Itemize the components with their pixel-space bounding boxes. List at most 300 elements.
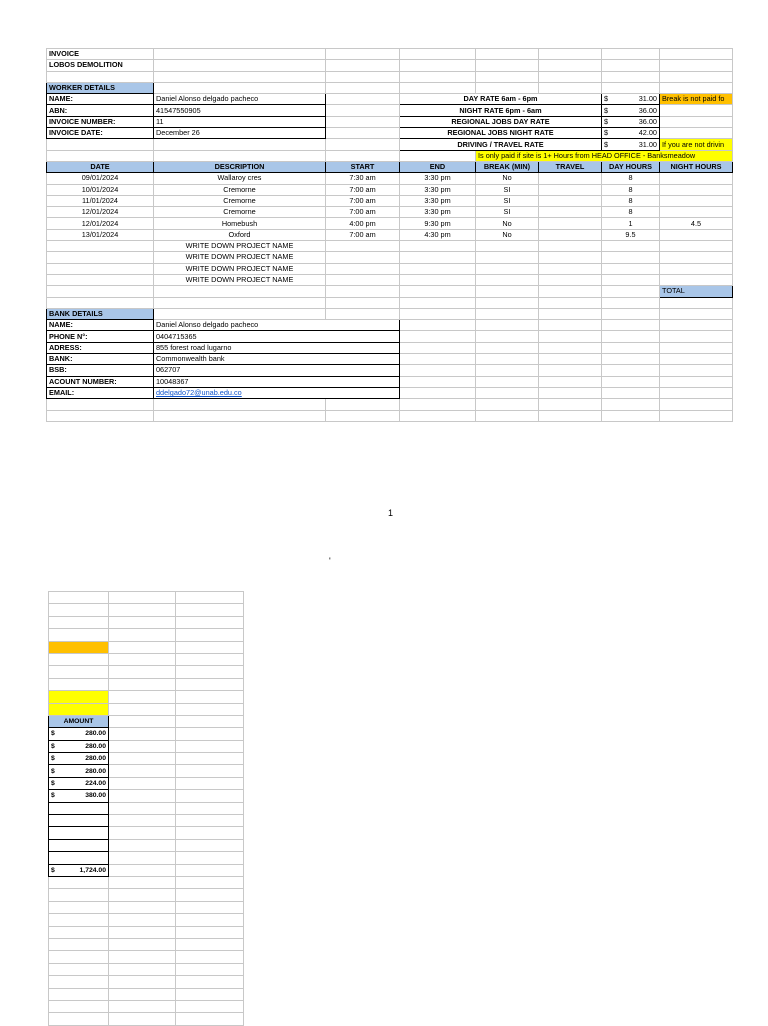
empty-row <box>49 1013 244 1025</box>
empty-cell <box>109 616 176 628</box>
amount-cell <box>49 790 109 802</box>
empty-cell <box>154 82 326 93</box>
amount-row <box>49 790 244 802</box>
rate-amount <box>602 105 660 116</box>
bank-field-row <box>47 376 733 387</box>
empty-cell <box>109 790 176 802</box>
empty-cell <box>154 139 326 150</box>
empty-cell <box>539 286 602 297</box>
table-cell: 3:30 pm <box>400 207 476 218</box>
empty-cell <box>326 308 400 319</box>
empty-cell <box>49 988 109 1000</box>
empty-cell <box>176 790 244 802</box>
bank-field-value: 855 forest road lugarno <box>154 342 400 353</box>
empty-cell <box>109 1013 176 1025</box>
empty-cell <box>154 49 326 60</box>
table-cell <box>660 229 733 240</box>
empty-cell <box>602 320 660 331</box>
empty-cell <box>49 629 109 641</box>
worker-field-value: 41547550905 <box>154 105 326 116</box>
empty-cell <box>326 105 400 116</box>
empty-cell <box>400 399 476 410</box>
table-cell: 12/01/2024 <box>47 218 154 229</box>
empty-cell <box>176 876 244 888</box>
currency-symbol: $ <box>51 780 55 788</box>
project-description: WRITE DOWN PROJECT NAME <box>154 263 326 274</box>
empty-cell <box>539 399 602 410</box>
empty-row <box>49 876 244 888</box>
empty-cell <box>476 286 539 297</box>
table-cell: SI <box>476 207 539 218</box>
empty-cell <box>154 297 326 308</box>
amount-wrap <box>51 753 106 764</box>
worker-field-row <box>47 94 733 105</box>
empty-row <box>49 926 244 938</box>
empty-cell <box>660 320 733 331</box>
empty-cell <box>326 49 400 60</box>
empty-cell <box>660 376 733 387</box>
empty-row <box>49 901 244 913</box>
empty-cell <box>109 839 176 851</box>
amount-wrap <box>51 766 106 777</box>
empty-cell <box>49 666 109 678</box>
empty-cell <box>176 914 244 926</box>
stray-mark: ' <box>329 556 331 566</box>
rate-label: DAY RATE 6am - 6pm <box>400 94 602 105</box>
table-cell: SI <box>476 184 539 195</box>
worker-field-label: NAME: <box>47 94 154 105</box>
highlight-cell <box>49 691 109 703</box>
empty-cell <box>176 691 244 703</box>
travel-note: Is only paid if site is 1+ Hours from HEAD OFFICE - Banksmeadow <box>476 150 733 161</box>
rate-note <box>660 105 733 116</box>
empty-cell <box>326 410 400 421</box>
rate-label: NIGHT RATE 6pm - 6am <box>400 105 602 116</box>
empty-cell <box>602 297 660 308</box>
table-cell: 09/01/2024 <box>47 173 154 184</box>
table-cell <box>400 274 476 285</box>
highlight-cell <box>49 852 109 864</box>
empty-cell <box>109 876 176 888</box>
table-cell: 3:30 pm <box>400 195 476 206</box>
table-cell <box>660 195 733 206</box>
empty-cell <box>400 71 476 82</box>
empty-cell <box>539 342 602 353</box>
amount-row <box>49 777 244 789</box>
bank-field-row <box>47 365 733 376</box>
amount-cell <box>49 728 109 740</box>
total-label: TOTAL <box>660 286 733 297</box>
table-row <box>47 229 733 240</box>
bank-field-value: 0404715365 <box>154 331 400 342</box>
bank-field-row <box>47 342 733 353</box>
table-cell <box>539 241 602 252</box>
bank-field-row <box>47 331 733 342</box>
empty-cell <box>176 901 244 913</box>
empty-cell <box>176 988 244 1000</box>
amount-wrap <box>51 778 106 789</box>
empty-cell <box>602 286 660 297</box>
empty-row <box>49 703 244 715</box>
empty-cell <box>660 342 733 353</box>
empty-cell <box>539 320 602 331</box>
table-row <box>47 195 733 206</box>
empty-cell <box>109 765 176 777</box>
empty-cell <box>176 765 244 777</box>
table-cell <box>539 173 602 184</box>
empty-cell <box>602 410 660 421</box>
rate-amount <box>602 128 660 139</box>
rate-note: If you are not drivin <box>660 139 733 150</box>
empty-cell <box>602 71 660 82</box>
table-cell <box>326 263 400 274</box>
bank-field-label: ACOUNT NUMBER: <box>47 376 154 387</box>
table-cell <box>326 274 400 285</box>
empty-cell <box>400 286 476 297</box>
empty-row <box>49 629 244 641</box>
empty-cell <box>539 387 602 398</box>
empty-cell <box>109 926 176 938</box>
table-cell <box>602 263 660 274</box>
amount-row <box>49 765 244 777</box>
project-description: Wallaroy cres <box>154 173 326 184</box>
rate-amount <box>602 94 660 105</box>
empty-cell <box>109 988 176 1000</box>
empty-cell <box>326 139 400 150</box>
table-cell <box>660 184 733 195</box>
empty-row <box>49 815 244 827</box>
empty-cell <box>49 653 109 665</box>
empty-cell <box>176 740 244 752</box>
table-cell: 3:30 pm <box>400 184 476 195</box>
worker-field-label: ABN: <box>47 105 154 116</box>
table-cell <box>400 241 476 252</box>
email-link[interactable]: ddelgado72@unab.edu.co <box>156 388 242 398</box>
empty-cell <box>602 308 660 319</box>
empty-cell <box>109 629 176 641</box>
rate-label: DRIVING / TRAVEL RATE <box>400 139 602 150</box>
table-cell <box>660 274 733 285</box>
empty-cell <box>326 60 400 71</box>
table-row <box>47 184 733 195</box>
empty-cell <box>154 286 326 297</box>
empty-cell <box>49 1000 109 1012</box>
empty-cell <box>176 839 244 851</box>
empty-cell <box>602 49 660 60</box>
currency-symbol: $ <box>604 116 609 126</box>
highlight-cell <box>49 703 109 715</box>
table-cell: 7:30 am <box>326 173 400 184</box>
rate-amount-wrap <box>604 128 657 138</box>
rate-amount <box>602 116 660 127</box>
empty-row <box>49 691 244 703</box>
empty-cell <box>660 308 733 319</box>
empty-row <box>47 410 733 421</box>
currency-symbol: $ <box>604 139 609 149</box>
empty-cell <box>476 399 539 410</box>
table-cell: No <box>476 218 539 229</box>
email-label: EMAIL: <box>47 387 154 398</box>
rate-value: 36.00 <box>638 116 657 126</box>
empty-cell <box>476 82 539 93</box>
empty-cell <box>476 297 539 308</box>
empty-cell <box>176 592 244 604</box>
worker-field-label: INVOICE DATE: <box>47 128 154 139</box>
empty-cell <box>602 365 660 376</box>
table-cell <box>539 263 602 274</box>
project-description: Oxford <box>154 229 326 240</box>
empty-cell <box>109 715 176 727</box>
empty-cell <box>400 342 476 353</box>
empty-cell <box>49 1013 109 1025</box>
empty-cell <box>476 342 539 353</box>
table-cell: 9:30 pm <box>400 218 476 229</box>
empty-cell <box>154 150 326 161</box>
rate-note <box>660 116 733 127</box>
empty-cell <box>49 951 109 963</box>
table-cell <box>602 241 660 252</box>
table-cell: 4:30 pm <box>400 229 476 240</box>
email-cell <box>154 387 400 398</box>
amount-row <box>49 753 244 765</box>
empty-cell <box>176 815 244 827</box>
amount-value: 280.00 <box>85 730 106 738</box>
empty-cell <box>49 926 109 938</box>
empty-cell <box>176 616 244 628</box>
bank-field-value: Daniel Alonso delgado pacheco <box>154 320 400 331</box>
amount-cell <box>49 777 109 789</box>
empty-cell <box>176 653 244 665</box>
company-row <box>47 60 733 71</box>
bank-field-value: 062707 <box>154 365 400 376</box>
highlight-cell <box>49 827 109 839</box>
rate-value: 31.00 <box>638 94 657 104</box>
amount-header-row <box>49 715 244 727</box>
amount-cell <box>49 740 109 752</box>
total-row <box>47 286 733 297</box>
empty-row <box>47 71 733 82</box>
travel-note-row <box>47 150 733 161</box>
empty-cell <box>602 399 660 410</box>
empty-cell <box>49 901 109 913</box>
currency-symbol: $ <box>604 128 609 138</box>
empty-cell <box>400 410 476 421</box>
empty-cell <box>154 410 326 421</box>
empty-cell <box>109 938 176 950</box>
table-cell <box>47 274 154 285</box>
invoice-sheet <box>46 48 733 422</box>
empty-cell <box>400 354 476 365</box>
empty-cell <box>49 876 109 888</box>
empty-cell <box>400 297 476 308</box>
empty-cell <box>476 320 539 331</box>
table-cell: 8 <box>602 184 660 195</box>
column-header: TRAVEL <box>539 161 602 172</box>
empty-cell <box>109 827 176 839</box>
empty-cell <box>539 71 602 82</box>
worker-details-heading: WORKER DETAILS <box>47 82 154 93</box>
worker-field-value: Daniel Alonso delgado pacheco <box>154 94 326 105</box>
empty-cell <box>109 592 176 604</box>
bank-field-label: ADRESS: <box>47 342 154 353</box>
rate-amount <box>602 139 660 150</box>
column-header: START <box>326 161 400 172</box>
table-cell <box>539 207 602 218</box>
empty-cell <box>400 365 476 376</box>
empty-cell <box>326 128 400 139</box>
amount-cell <box>49 765 109 777</box>
empty-cell <box>476 71 539 82</box>
bank-field-label: BANK: <box>47 354 154 365</box>
empty-cell <box>326 116 400 127</box>
worker-field-row <box>47 116 733 127</box>
table-row <box>47 207 733 218</box>
empty-cell <box>602 387 660 398</box>
table-cell <box>400 252 476 263</box>
empty-cell <box>109 815 176 827</box>
amount-sheet <box>48 591 244 1026</box>
empty-cell <box>49 938 109 950</box>
empty-cell <box>47 150 154 161</box>
empty-cell <box>154 399 326 410</box>
column-header: END <box>400 161 476 172</box>
empty-cell <box>539 354 602 365</box>
empty-cell <box>176 641 244 653</box>
table-cell: 9.5 <box>602 229 660 240</box>
table-cell <box>602 252 660 263</box>
empty-cell <box>109 976 176 988</box>
empty-cell <box>602 342 660 353</box>
table-cell <box>660 241 733 252</box>
empty-cell <box>400 376 476 387</box>
empty-row <box>49 1000 244 1012</box>
table-cell <box>602 274 660 285</box>
empty-cell <box>400 320 476 331</box>
empty-row <box>49 839 244 851</box>
empty-cell <box>49 616 109 628</box>
table-cell: 12/01/2024 <box>47 207 154 218</box>
empty-cell <box>539 60 602 71</box>
rate-note <box>660 128 733 139</box>
empty-cell <box>109 641 176 653</box>
empty-cell <box>476 60 539 71</box>
empty-cell <box>176 1000 244 1012</box>
empty-row <box>49 802 244 814</box>
empty-cell <box>476 331 539 342</box>
table-cell <box>539 218 602 229</box>
empty-cell <box>176 777 244 789</box>
empty-row <box>49 976 244 988</box>
rate-amount-wrap <box>604 117 657 127</box>
empty-cell <box>176 963 244 975</box>
rate-label: REGIONAL JOBS DAY RATE <box>400 116 602 127</box>
empty-cell <box>660 60 733 71</box>
empty-cell <box>154 60 326 71</box>
table-cell <box>539 274 602 285</box>
table-cell: 3:30 pm <box>400 173 476 184</box>
empty-row <box>49 641 244 653</box>
table-cell <box>400 263 476 274</box>
rate-note: Break is not paid fo <box>660 94 733 105</box>
empty-cell <box>49 678 109 690</box>
empty-cell <box>176 666 244 678</box>
empty-cell <box>602 376 660 387</box>
empty-cell <box>176 703 244 715</box>
table-cell <box>660 173 733 184</box>
table-cell: 4.5 <box>660 218 733 229</box>
column-header: DESCRIPTION <box>154 161 326 172</box>
empty-row <box>49 914 244 926</box>
empty-cell <box>539 308 602 319</box>
rate-value: 31.00 <box>638 139 657 149</box>
empty-cell <box>176 1013 244 1025</box>
empty-cell <box>660 82 733 93</box>
worker-field-label: INVOICE NUMBER: <box>47 116 154 127</box>
table-row <box>47 173 733 184</box>
empty-cell <box>539 331 602 342</box>
amount-total-row <box>49 864 244 876</box>
table-cell <box>660 263 733 274</box>
empty-cell <box>176 715 244 727</box>
column-header: DAY HOURS <box>602 161 660 172</box>
rate-amount-wrap <box>604 140 657 150</box>
rate-value: 36.00 <box>638 105 657 115</box>
empty-row <box>49 678 244 690</box>
empty-cell <box>109 852 176 864</box>
empty-cell <box>109 777 176 789</box>
amount-value: 380.00 <box>85 792 106 800</box>
title-row <box>47 49 733 60</box>
empty-cell <box>109 914 176 926</box>
bank-field-label: PHONE N°: <box>47 331 154 342</box>
empty-cell <box>176 938 244 950</box>
invoice-title: INVOICE <box>47 49 154 60</box>
empty-cell <box>176 802 244 814</box>
table-cell: 7:00 am <box>326 184 400 195</box>
empty-cell <box>326 286 400 297</box>
empty-cell <box>476 49 539 60</box>
rate-label: REGIONAL JOBS NIGHT RATE <box>400 128 602 139</box>
table-cell <box>539 229 602 240</box>
project-description: WRITE DOWN PROJECT NAME <box>154 252 326 263</box>
bank-field-row <box>47 354 733 365</box>
project-description: Cremorne <box>154 184 326 195</box>
rate-row <box>47 139 733 150</box>
rate-value: 42.00 <box>638 128 657 138</box>
table-cell <box>476 274 539 285</box>
empty-cell <box>109 864 176 876</box>
table-row <box>47 263 733 274</box>
project-description: Homebush <box>154 218 326 229</box>
column-header: DATE <box>47 161 154 172</box>
empty-cell <box>109 889 176 901</box>
highlight-cell <box>49 802 109 814</box>
table-cell <box>476 263 539 274</box>
column-header: NIGHT HOURS <box>660 161 733 172</box>
empty-cell <box>176 976 244 988</box>
table-cell: 7:00 am <box>326 195 400 206</box>
currency-symbol: $ <box>51 755 55 763</box>
table-row <box>47 252 733 263</box>
table-row <box>47 274 733 285</box>
empty-row <box>47 297 733 308</box>
email-row <box>47 387 733 398</box>
empty-cell <box>400 308 476 319</box>
table-cell: 8 <box>602 173 660 184</box>
empty-cell <box>326 71 400 82</box>
empty-row <box>49 951 244 963</box>
currency-symbol: $ <box>51 730 55 738</box>
